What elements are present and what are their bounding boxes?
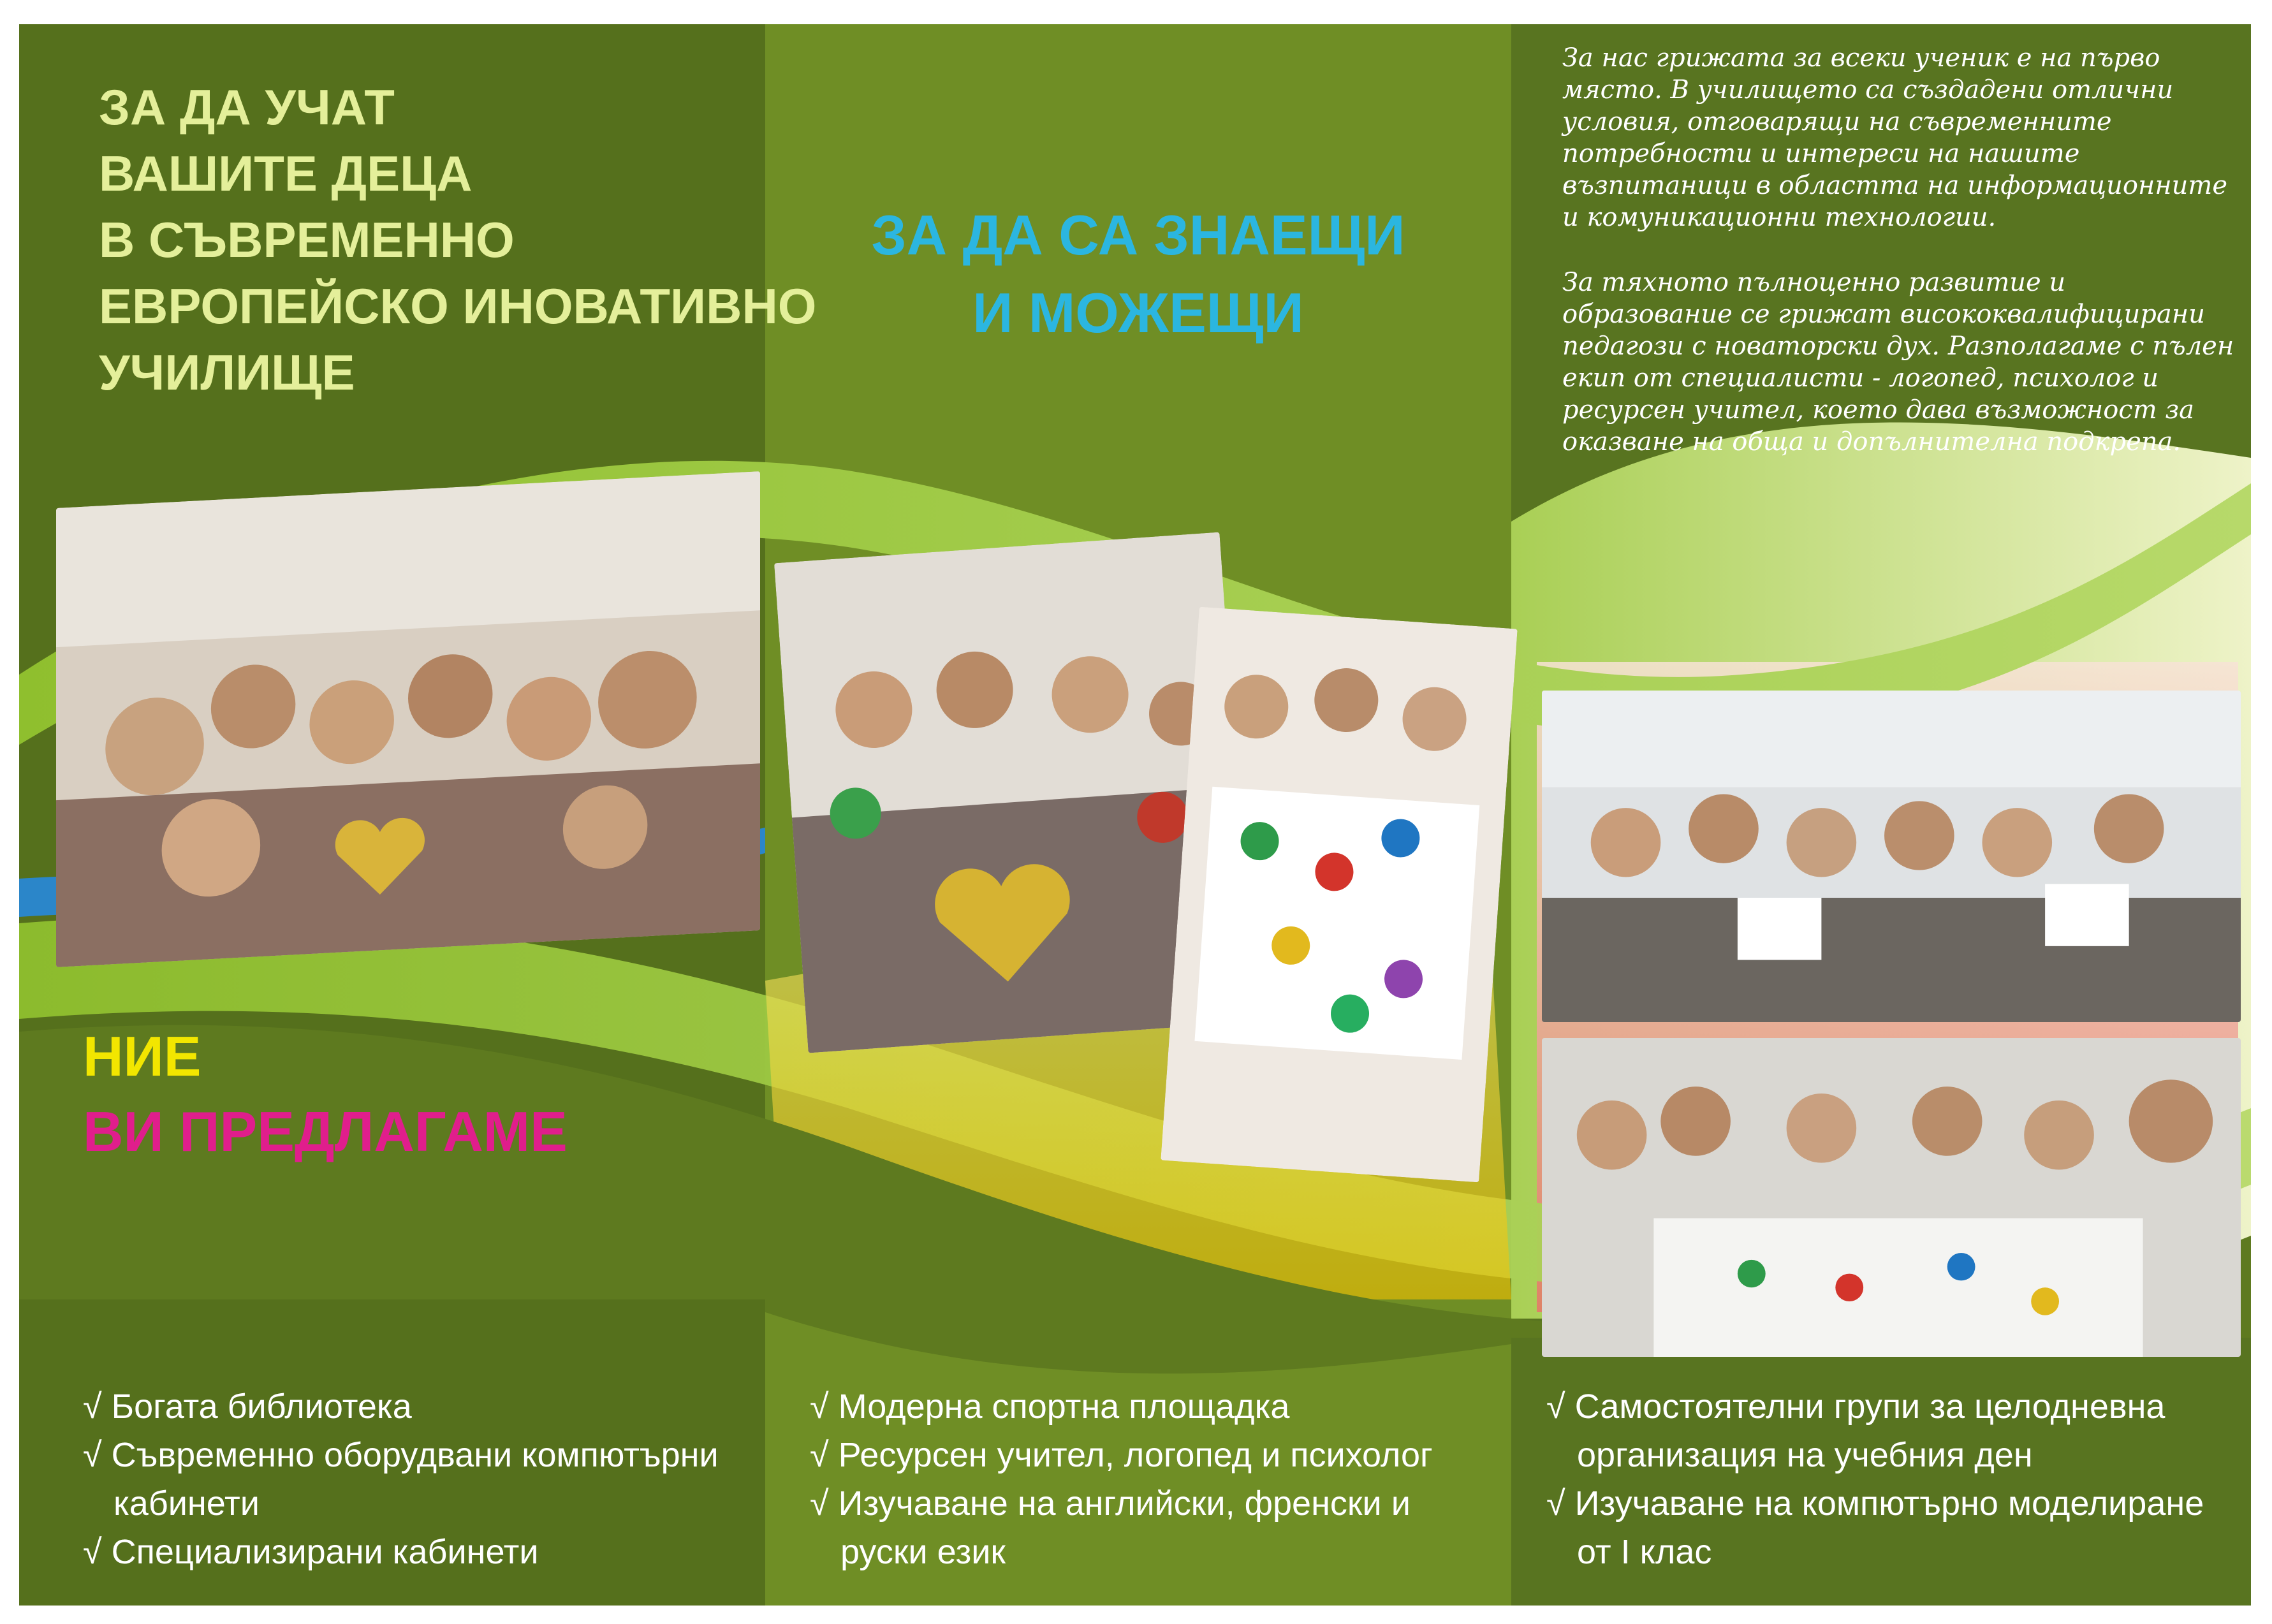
main-heading-line: ЕВРОПЕЙСКО ИНОВАТИВНО: [99, 278, 817, 334]
main-heading: [99, 74, 816, 406]
offer-item: √ Специализирани кабинети: [83, 1533, 539, 1571]
offer-item: √ Изучаване на компютърно моделиране: [1546, 1484, 2204, 1523]
main-heading-line: ВАШИТЕ ДЕЦА: [99, 145, 473, 201]
offer-item: √ Изучаване на английски, френски и: [810, 1484, 1411, 1523]
offer-list-center: [810, 1382, 1433, 1576]
offer-item: √ Модерна спортна площадка: [810, 1387, 1290, 1426]
offer-item-continued: от I клас: [1577, 1533, 1712, 1571]
offer-item: √ Богата библиотека: [83, 1387, 412, 1426]
offer-item-continued: руски език: [840, 1533, 1006, 1571]
offer-title-offer: ВИ ПРЕДЛАГАМЕ: [83, 1100, 568, 1163]
center-heading-line: ЗА ДА СА ЗНАЕЩИ: [871, 203, 1405, 267]
offer-list-right: [1546, 1382, 2204, 1576]
offer-item: √ Ресурсен учител, логопед и психолог: [810, 1436, 1433, 1474]
main-heading-line: УЧИЛИЩЕ: [99, 344, 355, 400]
offer-title-we: НИЕ: [83, 1025, 202, 1088]
offer-item-continued: кабинети: [114, 1484, 260, 1523]
offer-item: √ Самостоятелни групи за целодневна: [1546, 1387, 2166, 1426]
intro-paragraph: За тяхното пълноценно развитие и образование се грижат висококвалифицирани педагози с новаторски дух. Разполагаме с пълен екип от специалисти - логопед, психолог и ресурсен учител, което дава възможност за оказване на обща и допълнителна подкрепа.: [1562, 268, 2234, 457]
center-heading-line: И МОЖЕЩИ: [972, 281, 1304, 344]
class-photo-drawings: [1542, 691, 2241, 1022]
class-photo-hearts: [56, 471, 760, 967]
offer-list-left: [83, 1382, 719, 1576]
class-photo-painting-table: [1542, 1038, 2241, 1357]
brochure: [19, 24, 2251, 1606]
main-heading-line: ЗА ДА УЧАТ: [99, 79, 395, 135]
offer-title: [83, 1019, 568, 1169]
main-heading-line: В СЪВРЕМЕННО: [99, 212, 515, 268]
intro-paragraph: За нас грижата за всеки ученик е на първо място. В училището са създадени отлични условия, отговарящи на съвременните потребности и интереси на нашите възпитаници в областта на информационните и комуникационни технологии.: [1562, 43, 2228, 232]
class-photo-handprint-poster: [1161, 607, 1517, 1183]
center-heading: [765, 196, 1511, 352]
intro-text: [1562, 42, 2238, 491]
offer-item-continued: организация на учебния ден: [1577, 1436, 2033, 1474]
offer-item: √ Съвременно оборудвани компютърни: [83, 1436, 719, 1474]
